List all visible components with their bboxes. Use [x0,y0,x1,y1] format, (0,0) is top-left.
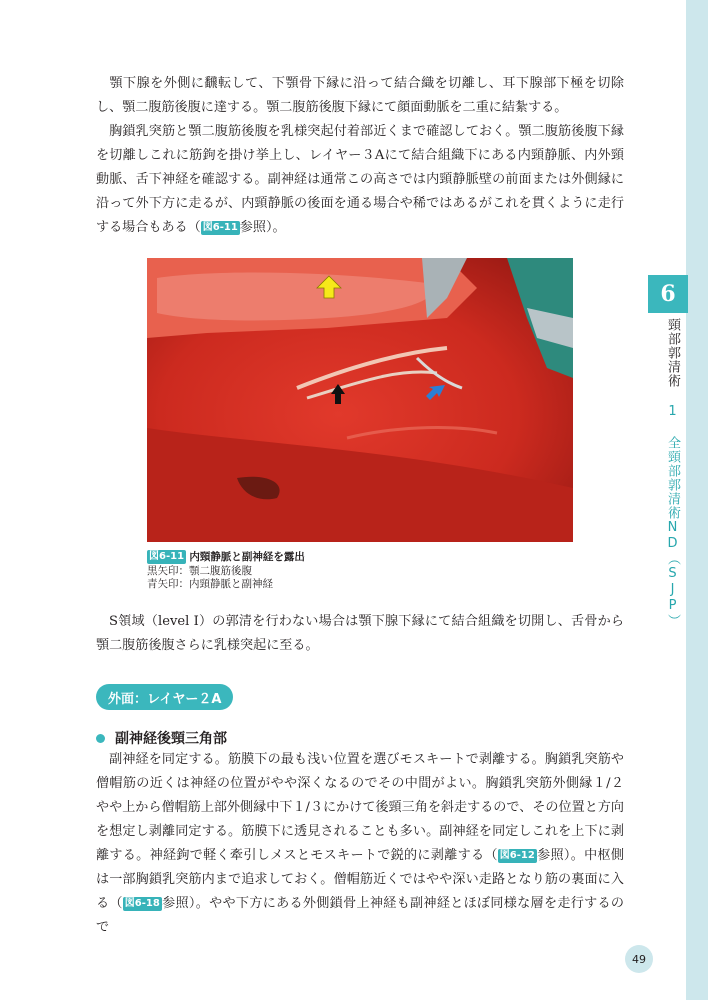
paragraph-4-text-b: 参照）。中枢側は一部胸鎖乳突筋内まで追求しておく。僧帽筋近くではやや深い走路となり筋の裏面に入る（ [96,848,625,911]
figure-title: 内頸静脈と副神経を露出 [189,551,305,563]
paragraph-2 [96,120,624,240]
surgical-photo [147,258,573,542]
paragraph-2-text-a: 胸鎖乳突筋と顎二腹筋後腹を乳様突起付着部近くまで確認しておく。顎二腹筋後腹下縁を切離しこれに筋鉤を掛け挙上し、レイヤー３Aにて結合組織下にある内頸静脈、内外頸動脈、舌下神経を確認する。副神経は通常この高さでは内頸静脈壁の前面または外側縁に沿って外下方に走るが、内頸静脈の後面を通る場合や稀ではあるがこれを貫くように走行する場合もある（ [96,124,624,235]
page-number: 49 [625,945,653,973]
figure-caption [147,550,547,592]
paragraph-2-text-b: 参照）。 [239,220,286,235]
subsection-heading [96,728,227,748]
figure-note-1: 黒矢印：顎二腹筋後腹 [147,564,252,577]
paragraph-1-text: 顎下腺を外側に飜転して、下顎骨下縁に沿って結合織を切離し、耳下腺部下極を切除し、顎二腹筋後腹に達する。顎二腹筋後腹下縁にて顔面動脈を二重に結紮する。 [96,76,624,115]
figure-ref-6-18[interactable]: 図6-18 [124,898,160,909]
chapter-vertical-title [656,318,682,628]
paragraph-1 [96,72,624,120]
figure-ref-6-11[interactable]: 図6-11 [202,222,238,233]
paragraph-3-text: S領域（level Ⅰ）の郭清を行わない場合は顎下腺下縁にて結合組織を切開し、舌骨から顎二腹筋後腹さらに乳様突起に至る。 [96,614,624,653]
caption-title-line [147,550,547,565]
paragraph-4 [96,748,624,940]
figure-label: 図6-11 [149,551,185,562]
section-heading-pill: 外面：レイヤー２A [96,684,233,710]
subsection-heading-text: 副神経後頸三角部 [115,731,227,747]
paragraph-4-text-a: 副神経を同定する。筋膜下の最も浅い位置を選びモスキートで剥離する。胸鎖乳突筋や僧帽筋の近くは神経の位置がやや深くなるのでその中間がよい。胸鎖乳突筋外側縁１/２やや上から僧帽筋上部外側縁中下１/３にかけて後頸三角を斜走するので、その位置と方向を想定し剥離同定する。筋膜下に透見されることも多い。副神経を同定しこれを上下に剥離する。神経鉤で軽く牽引しメスとモスキートで鋭的に剥離する（ [96,752,624,863]
chapter-subtitle: 1 全頸部郭清術ND（SJP） [665,404,680,628]
figure-ref-6-12[interactable]: 図6-12 [499,850,535,861]
bullet-icon [96,734,105,743]
paragraph-4-text-c: 参照）。やや下方にある外側鎖骨上神経も副神経とほぼ同様な層を走行するので [96,896,625,935]
chapter-title: 頸部郭清術 [665,318,680,388]
paragraph-3 [96,610,624,658]
right-margin-band [686,0,708,1000]
figure-note-2: 青矢印：内頸静脈と副神経 [147,578,273,590]
chapter-number-tab: 6 [648,275,688,313]
